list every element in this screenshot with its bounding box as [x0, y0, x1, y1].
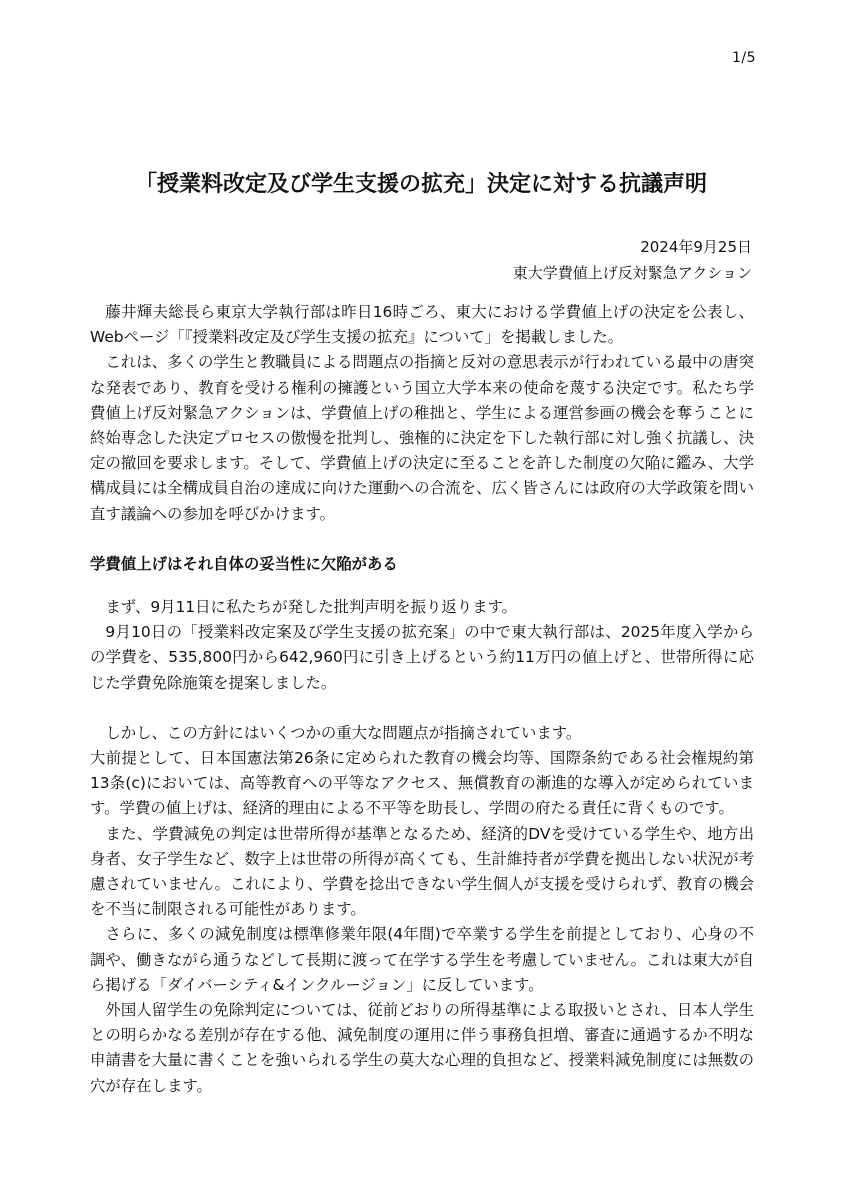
spacer: [90, 696, 754, 721]
section-paragraph-1: まず、9月11日に私たちが発した批判声明を振り返ります。: [105, 598, 518, 617]
section-paragraph-4: 大前提として、日本国憲法第26条に定められた教育の機会均等、国際条約である社会権規約第13条(c)においては、高等教育への平等なアクセス、無償教育の漸進的な導入が定められています。学費の値上げは、経済的理由による不平等を助長し、学問の府たる責任に背くものです。: [90, 749, 754, 818]
document-body: [90, 300, 754, 1099]
spacer: [90, 527, 754, 552]
intro-paragraph-2: これは、多くの学生と教職員による問題点の指摘と反対の意思表示が行われている最中の唐突な発表であり、教育を受ける権利の擁護という国立大学本来の使命を蔑する決定です。私たち学費値上げ反対緊急アクションは、学費値上げの稚拙と、学生による運営参画の機会を奪うことに終始専念した決定プロセスの傲慢を批判し、強権的に決定を下した執行部に対し強く抗議し、決定の撤回を要求します。そして、学費値上げの決定に至ることを許した制度の欠陥に鑑み、大学構成員には全構成員自治の達成に向けた運動への合流を、広く皆さんには政府の大学政策を問い直す議論への参加を呼びかけます。: [90, 353, 754, 523]
section-paragraph-5: また、学費減免の判定は世帯所得が基準となるため、経済的DVを受けている学生や、地方出身者、女子学生など、数字上は世帯の所得が高くても、生計維持者が学費を拠出しない状況が考慮されていません。これにより、学費を捻出できない学生個人が支援を受けられず、教育の機会を不当に制限される可能性があります。: [90, 824, 754, 919]
document-meta: [513, 234, 752, 286]
section-paragraph-2: 9月10日の「授業料改定案及び学生支援の拡充案」の中で東大執行部は、2025年度入学からの学費を、535,800円から642,960円に引き上げるという約11万円の値上げと、世帯所得に応じた学費免除施策を提案しました。: [90, 623, 754, 692]
intro-paragraph-1: 藤井輝夫総長ら東京大学執行部は昨日16時ごろ、東大における学費値上げの決定を公表し、Webページ「『授業料改定及び学生支援の拡充』について」を掲載しました。: [90, 303, 754, 347]
section-paragraph-6: さらに、多くの減免制度は標準修業年限(4年間)で卒業する学生を前提としており、心身の不調や、働きながら通うなどして長期に渡って在学する学生を考慮していません。これは東大が自ら掲げる「ダイバーシティ&インクルージョン」に反しています。: [90, 925, 754, 994]
section-paragraph-7: 外国人留学生の免除判定については、従前どおりの所得基準による取扱いとされ、日本人学生との明らかなる差別が存在する他、減免制度の運用に伴う事務負担増、審査に通過するか不明な申請書を大量に書くことを強いられる学生の莫大な心理的負担など、授業料減免制度には無数の穴が存在します。: [90, 1001, 754, 1095]
section-paragraph-3: しかし、この方針にはいくつかの重大な問題点が指摘されています。: [105, 723, 582, 742]
document-date: 2024年9月25日: [640, 238, 752, 256]
document-author: 東大学費値上げ反対緊急アクション: [512, 264, 752, 282]
section-heading: 学費値上げはそれ自体の妥当性に欠陥がある: [90, 554, 398, 573]
page-number: 1/5: [731, 50, 756, 66]
document-title: 「授業料改定及び学生支援の拡充」決定に対する抗議声明: [134, 172, 707, 197]
